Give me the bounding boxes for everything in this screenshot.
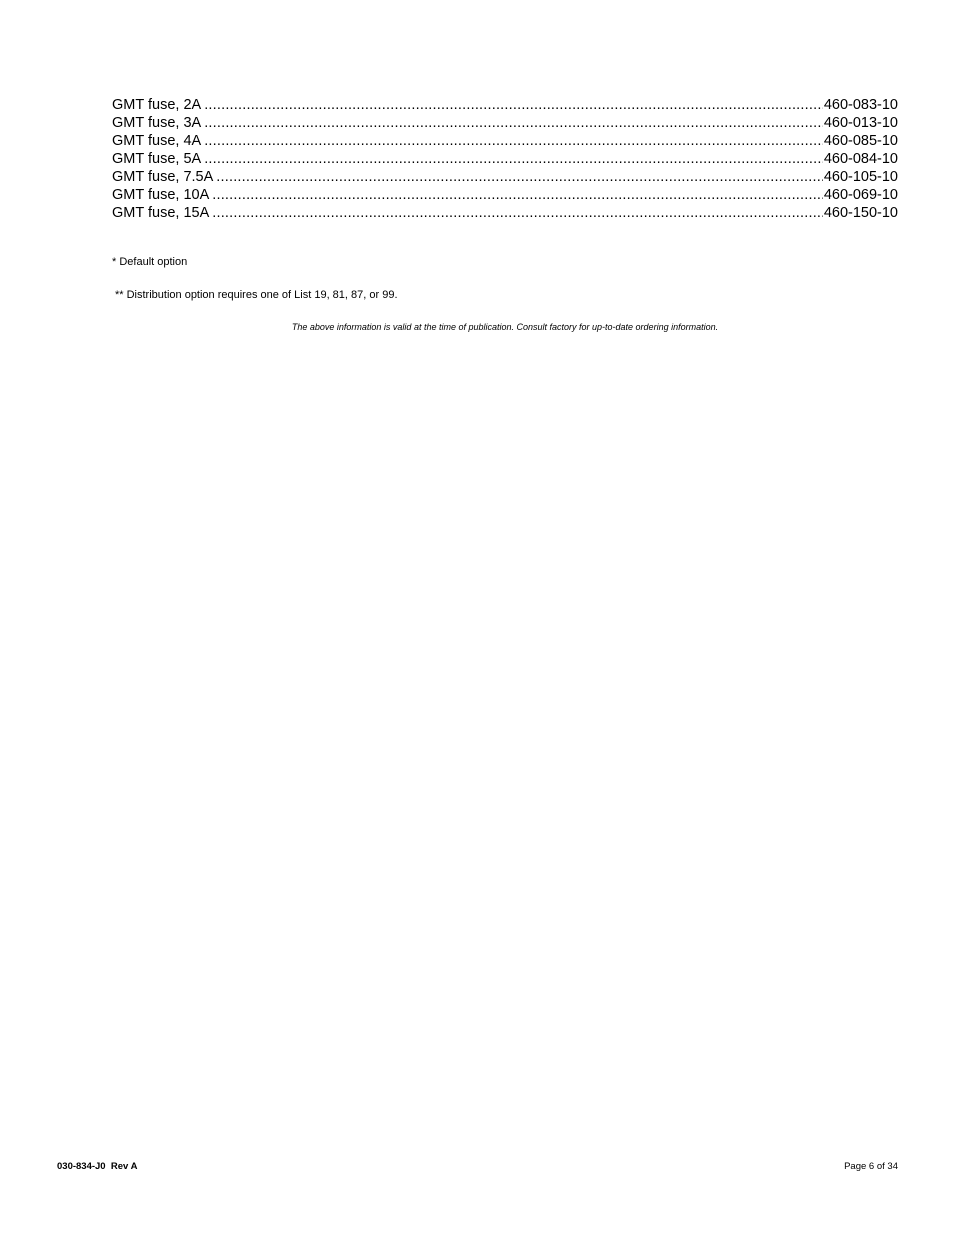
distribution-option-note: ** Distribution option requires one of List 19, 81, 87, or 99.	[115, 289, 398, 301]
fuse-row	[112, 186, 898, 204]
dot-leader	[204, 114, 823, 132]
dot-leader	[216, 168, 823, 186]
dot-leader	[204, 96, 823, 114]
fuse-part-number: 460-084-10	[823, 151, 898, 167]
default-option-note: * Default option	[112, 256, 188, 268]
fuse-part-number: 460-085-10	[823, 133, 898, 149]
page-number: 6	[868, 1161, 875, 1172]
page-indicator	[844, 1161, 898, 1173]
fuse-row	[112, 150, 898, 168]
fuse-name: GMT fuse, 10A	[112, 187, 210, 203]
fuse-row	[112, 96, 898, 114]
fuse-parts-list	[112, 96, 898, 222]
fuse-name: GMT fuse, 5A	[112, 151, 202, 167]
fuse-part-number: 460-069-10	[823, 187, 898, 203]
dot-leader	[204, 150, 823, 168]
page-of-label: of	[876, 1161, 885, 1172]
dot-leader	[204, 132, 823, 150]
fuse-part-number: 460-013-10	[823, 115, 898, 131]
publication-disclaimer: The above information is valid at the time of publication. Consult factory for up-to-date ordering information.	[291, 322, 719, 332]
fuse-part-number: 460-150-10	[823, 205, 898, 221]
fuse-name: GMT fuse, 15A	[112, 205, 210, 221]
fuse-part-number: 460-083-10	[823, 97, 898, 113]
fuse-name: GMT fuse, 4A	[112, 133, 202, 149]
fuse-name: GMT fuse, 7.5A	[112, 169, 214, 185]
fuse-row	[112, 132, 898, 150]
fuse-row	[112, 168, 898, 186]
fuse-part-number: 460-105-10	[823, 169, 898, 185]
page-total: 34	[887, 1161, 898, 1172]
dot-leader	[212, 204, 823, 222]
fuse-row	[112, 114, 898, 132]
page-label: Page	[844, 1161, 867, 1172]
fuse-name: GMT fuse, 3A	[112, 115, 202, 131]
fuse-row	[112, 204, 898, 222]
document-revision: 030-834-J0 Rev A	[57, 1161, 138, 1172]
dot-leader	[212, 186, 823, 204]
fuse-name: GMT fuse, 2A	[112, 97, 202, 113]
